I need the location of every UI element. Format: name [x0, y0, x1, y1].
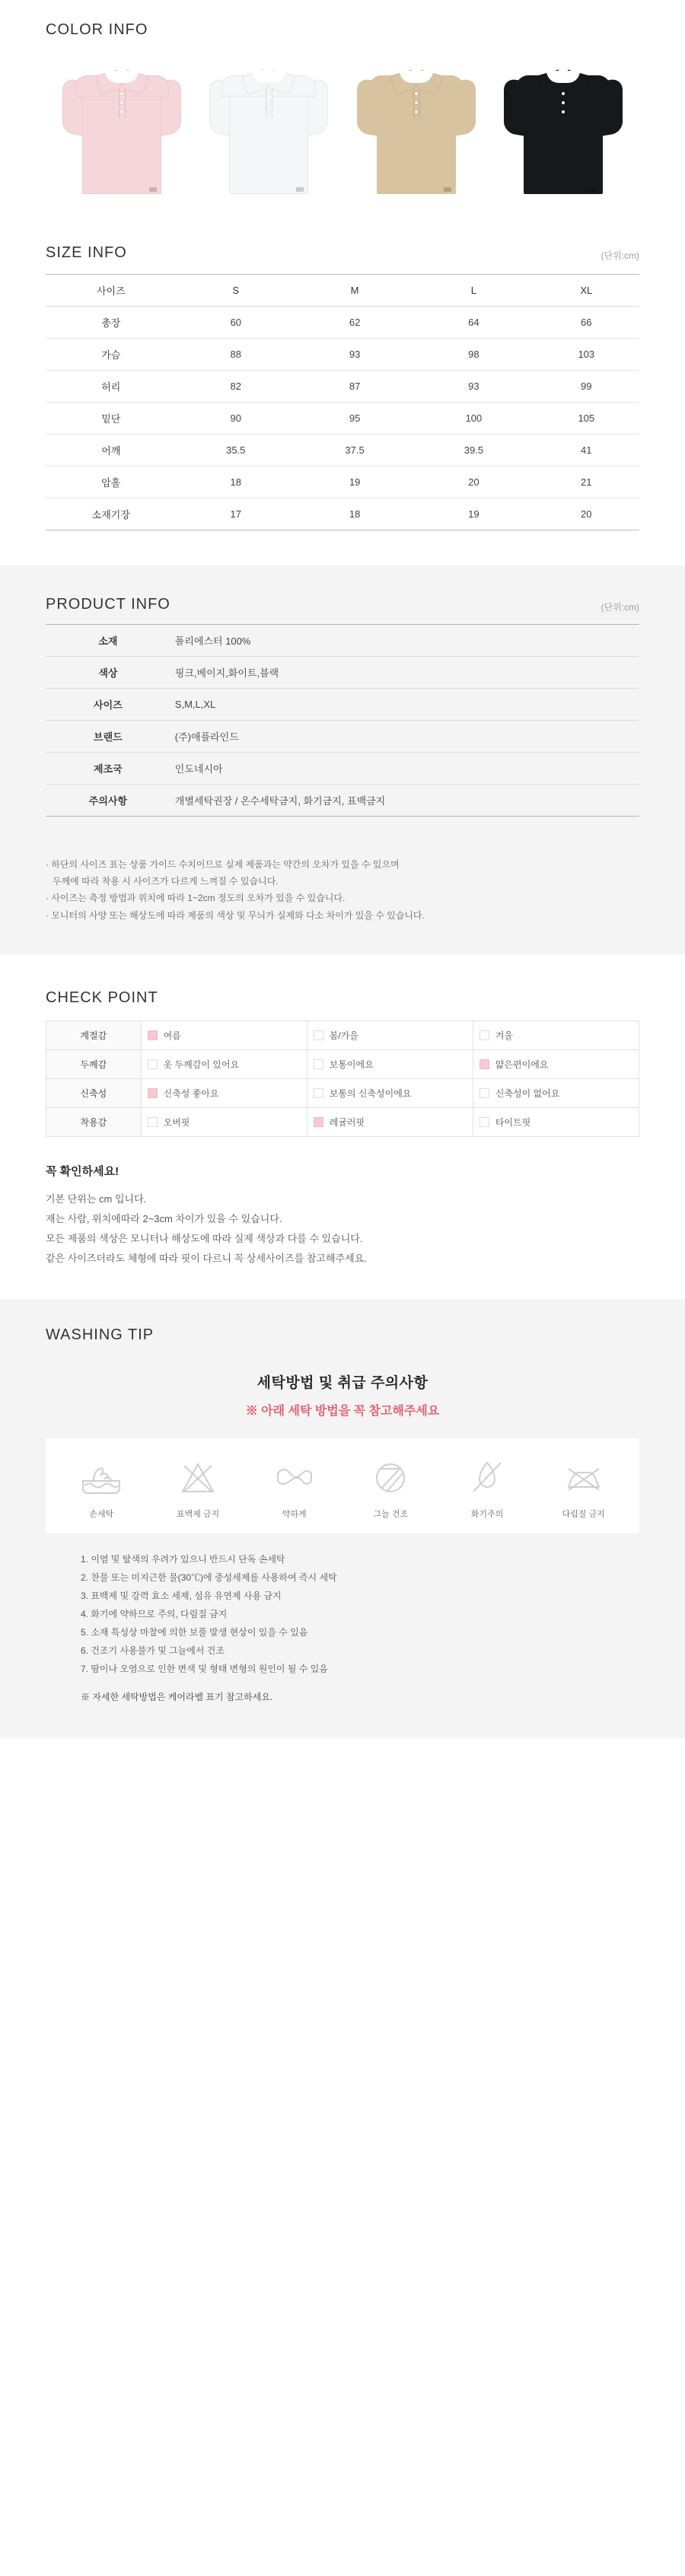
wash-symbol-no-fire	[445, 1458, 529, 1520]
size-cell: 100	[414, 403, 533, 435]
product-info-label: 브랜드	[94, 731, 123, 743]
product-info-value: 개별세탁권장 / 온수세탁금지, 화기금지, 표백금지	[174, 795, 386, 807]
list-item: 2. 찬물 또는 미지근한 물(30℃)에 중성세제를 사용하여 즉시 세탁	[81, 1571, 337, 1583]
note-line: · 하단의 사이즈 표는 상품 가이드 수치이므로 실제 제품과는 약간의 오차가 있을 수 있으며	[46, 859, 400, 870]
check-row-label: 신축성	[46, 1078, 142, 1107]
no-bleach-icon	[174, 1458, 222, 1496]
table-row	[46, 466, 639, 498]
table-row	[46, 721, 639, 753]
confirm-line: 재는 사람, 위치에따라 2~3cm 차이가 있을 수 있습니다.	[46, 1212, 282, 1224]
check-point-section	[0, 954, 685, 1137]
product-info-notes	[0, 842, 685, 954]
table-row	[46, 1107, 639, 1136]
washing-icon-card	[46, 1438, 639, 1533]
table-row	[46, 625, 639, 657]
table-row	[46, 657, 639, 689]
table-row	[46, 435, 639, 466]
wash-symbol-shade-dry	[349, 1458, 432, 1520]
checkbox-icon[interactable]	[314, 1088, 323, 1098]
size-cell: 35.5	[177, 435, 295, 466]
size-cell: 93	[414, 371, 533, 403]
size-row-label: 어깨	[46, 435, 177, 466]
size-info-section	[0, 202, 685, 530]
wash-symbol-hand-wash	[59, 1458, 143, 1520]
color-swatch-beige	[348, 65, 485, 202]
size-cell: 98	[414, 339, 533, 371]
check-option[interactable]	[141, 1021, 307, 1049]
no-wring-icon	[270, 1458, 319, 1496]
confirm-section	[0, 1137, 685, 1299]
size-info-title: SIZE INFO	[46, 244, 127, 261]
check-option-label: 오버핏	[163, 1116, 190, 1128]
table-row	[46, 785, 639, 817]
wash-symbol-no-iron	[542, 1458, 626, 1520]
size-cell: 82	[177, 371, 295, 403]
table-row	[46, 753, 639, 785]
confirm-line: 같은 사이즈더라도 체형에 따라 핏이 다르니 꼭 상세사이즈를 참고해주세요.	[46, 1252, 367, 1264]
product-info-table	[46, 624, 639, 817]
list-item: 7. 땀이나 오염으로 인한 변색 및 형태 변형의 원인이 될 수 있음	[81, 1663, 328, 1674]
size-cell: 19	[414, 498, 533, 530]
table-row	[46, 339, 639, 371]
list-item: 3. 표백제 및 강력 효소 세제, 섬유 유연제 사용 금지	[81, 1590, 282, 1601]
check-option-label: 타이트핏	[495, 1116, 531, 1128]
color-swatch-white	[200, 65, 337, 202]
check-option-label: 보통이에요	[329, 1059, 374, 1070]
wash-symbol-caption: 화기주의	[470, 1509, 504, 1519]
no-iron-icon	[559, 1458, 608, 1496]
confirm-title: 꼭 확인하세요!	[46, 1164, 119, 1178]
checkbox-icon[interactable]	[480, 1088, 489, 1098]
check-row-label: 착용감	[46, 1107, 142, 1136]
product-info-label: 제조국	[94, 763, 123, 775]
table-row	[46, 403, 639, 435]
check-option-label: 보통의 신축성이에요	[329, 1087, 412, 1099]
table-row	[46, 371, 639, 403]
washing-heading-block	[46, 1371, 639, 1419]
check-option[interactable]	[307, 1049, 473, 1078]
checkbox-icon[interactable]	[148, 1059, 158, 1069]
check-option-label: 옷 두께감이 있어요	[163, 1059, 240, 1070]
washing-instruction-list	[46, 1550, 639, 1678]
product-info-value: 폴리에스터 100%	[174, 635, 251, 647]
washing-heading: 세탁방법 및 취급 주의사항	[256, 1374, 429, 1391]
color-swatch-black	[495, 65, 632, 202]
check-option[interactable]	[473, 1078, 639, 1107]
product-info-section	[0, 565, 685, 842]
check-option[interactable]	[307, 1078, 473, 1107]
product-info-value: 인도네시아	[174, 763, 223, 775]
product-info-label: 소재	[98, 635, 118, 647]
size-cell: 87	[295, 371, 414, 403]
check-option[interactable]	[473, 1049, 639, 1078]
size-cell: 88	[177, 339, 295, 371]
checkbox-icon[interactable]	[148, 1117, 158, 1127]
note-line: · 사이즈는 측정 방법과 위치에 따라 1~2cm 정도의 오차가 있을 수 있습니다.	[46, 893, 346, 904]
size-col-1: S	[177, 275, 295, 307]
size-info-unit: (단위:cm)	[601, 250, 639, 261]
size-col-2: M	[295, 275, 414, 307]
product-info-label: 색상	[98, 667, 118, 679]
size-cell: 18	[177, 466, 295, 498]
size-cell: 21	[534, 466, 639, 498]
color-swatch-row	[46, 65, 639, 202]
shade-dry-icon	[366, 1458, 415, 1496]
size-row-label: 허리	[46, 371, 177, 403]
size-cell: 66	[534, 307, 639, 339]
size-cell: 103	[534, 339, 639, 371]
no-fire-icon	[463, 1458, 511, 1496]
size-row-label: 밑단	[46, 403, 177, 435]
color-info-title: COLOR INFO	[46, 21, 148, 38]
washing-footer-note: ※ 자세한 세탁방법은 케어라벨 표기 참고하세요.	[81, 1691, 273, 1702]
size-cell: 64	[414, 307, 533, 339]
table-row	[46, 1021, 639, 1049]
check-option[interactable]	[141, 1107, 307, 1136]
size-table-header-row	[46, 275, 639, 307]
check-option-label: 봄/가을	[329, 1030, 358, 1041]
size-col-3: L	[414, 275, 533, 307]
size-row-label: 소재기장	[46, 498, 177, 530]
size-cell: 95	[295, 403, 414, 435]
list-item: 6. 건조기 사용불가 및 그늘에서 건조	[81, 1645, 225, 1656]
check-point-title: CHECK POINT	[46, 989, 158, 1006]
washing-subheading: ※ 아래 세탁 방법을 꼭 참고해주세요	[245, 1404, 440, 1418]
size-cell: 39.5	[414, 435, 533, 466]
color-info-section	[0, 0, 685, 202]
size-cell: 18	[295, 498, 414, 530]
product-info-value: S,M,L,XL	[174, 699, 216, 710]
check-option[interactable]	[473, 1107, 639, 1136]
size-col-4: XL	[534, 275, 639, 307]
size-cell: 105	[534, 403, 639, 435]
size-cell: 19	[295, 466, 414, 498]
wash-symbol-caption: 그늘 건조	[373, 1509, 409, 1519]
table-row	[46, 307, 639, 339]
note-line: · 모니터의 사양 또는 해상도에 따라 제품의 색상 및 무늬가 실제와 다소 차이가 있을 수 있습니다.	[46, 909, 425, 921]
check-point-table	[46, 1021, 639, 1137]
size-cell: 93	[295, 339, 414, 371]
product-info-value: 핑크,베이지,화이트,블랙	[174, 667, 279, 679]
check-option-label: 얇은편이에요	[495, 1059, 549, 1070]
product-info-value: (주)애플라인드	[174, 731, 239, 743]
size-table	[46, 274, 639, 530]
size-cell: 37.5	[295, 435, 414, 466]
check-row-label: 두께감	[46, 1049, 142, 1078]
list-item: 5. 소재 특성상 마찰에 의한 보풀 발생 현상이 있을 수 있음	[81, 1626, 308, 1638]
checkbox-icon[interactable]	[314, 1059, 323, 1069]
check-option-label: 여름	[163, 1030, 181, 1041]
check-option-label: 신축성이 없어요	[495, 1087, 560, 1099]
wash-symbol-caption: 손세탁	[89, 1509, 114, 1519]
checkbox-icon[interactable]	[314, 1030, 323, 1040]
check-option[interactable]	[473, 1021, 639, 1049]
check-option-label: 신축성 좋아요	[163, 1087, 219, 1099]
size-cell: 20	[534, 498, 639, 530]
size-col-0: 사이즈	[46, 275, 177, 307]
wash-symbol-caption: 다림질 금지	[562, 1509, 605, 1519]
size-row-label: 가슴	[46, 339, 177, 371]
size-cell: 17	[177, 498, 295, 530]
checkbox-icon[interactable]	[148, 1030, 158, 1040]
table-row	[46, 498, 639, 530]
size-cell: 62	[295, 307, 414, 339]
table-row	[46, 1049, 639, 1078]
check-option[interactable]	[307, 1107, 473, 1136]
note-line: 두께에 따라 착용 시 사이즈가 다르게 느껴질 수 있습니다.	[53, 876, 279, 887]
washing-tip-section	[0, 1299, 685, 1738]
wash-symbol-caption: 약하게	[282, 1509, 307, 1519]
check-option[interactable]	[307, 1021, 473, 1049]
wash-symbol-gentle	[253, 1458, 336, 1520]
checkbox-icon[interactable]	[480, 1117, 489, 1127]
confirm-line: 모든 제품의 색상은 모니터나 해상도에 따라 실제 색상과 다를 수 있습니다.	[46, 1232, 363, 1244]
size-cell: 90	[177, 403, 295, 435]
table-row	[46, 1078, 639, 1107]
checkbox-icon[interactable]	[314, 1117, 323, 1127]
size-cell: 41	[534, 435, 639, 466]
table-row	[46, 689, 639, 721]
checkbox-icon[interactable]	[480, 1059, 489, 1069]
check-option[interactable]	[141, 1078, 307, 1107]
checkbox-icon[interactable]	[480, 1030, 489, 1040]
size-cell: 60	[177, 307, 295, 339]
size-cell: 99	[534, 371, 639, 403]
washing-tip-title: WASHING TIP	[46, 1326, 155, 1343]
size-row-label: 총장	[46, 307, 177, 339]
hand-wash-icon	[77, 1458, 126, 1496]
wash-symbol-caption: 표백제 금지	[176, 1509, 220, 1519]
confirm-line: 기본 단위는 cm 입니다.	[46, 1192, 147, 1205]
list-item: 4. 화기에 약하므로 주의, 다림질 금지	[81, 1608, 228, 1619]
checkbox-icon[interactable]	[148, 1088, 158, 1098]
check-option[interactable]	[141, 1049, 307, 1078]
size-cell: 20	[414, 466, 533, 498]
list-item: 1. 이염 및 탈색의 우려가 있으니 반드시 단독 손세탁	[81, 1553, 285, 1565]
size-row-label: 암홀	[46, 466, 177, 498]
product-info-title: PRODUCT INFO	[46, 596, 170, 613]
product-info-label: 주의사항	[88, 795, 128, 807]
check-option-label: 레귤러핏	[329, 1116, 365, 1128]
color-swatch-pink	[53, 65, 190, 202]
check-option-label: 겨울	[495, 1030, 514, 1041]
wash-symbol-no-bleach	[156, 1458, 240, 1520]
check-row-label: 계절감	[46, 1021, 142, 1049]
product-info-label: 사이즈	[94, 699, 123, 711]
product-info-unit: (단위:cm)	[601, 602, 639, 613]
